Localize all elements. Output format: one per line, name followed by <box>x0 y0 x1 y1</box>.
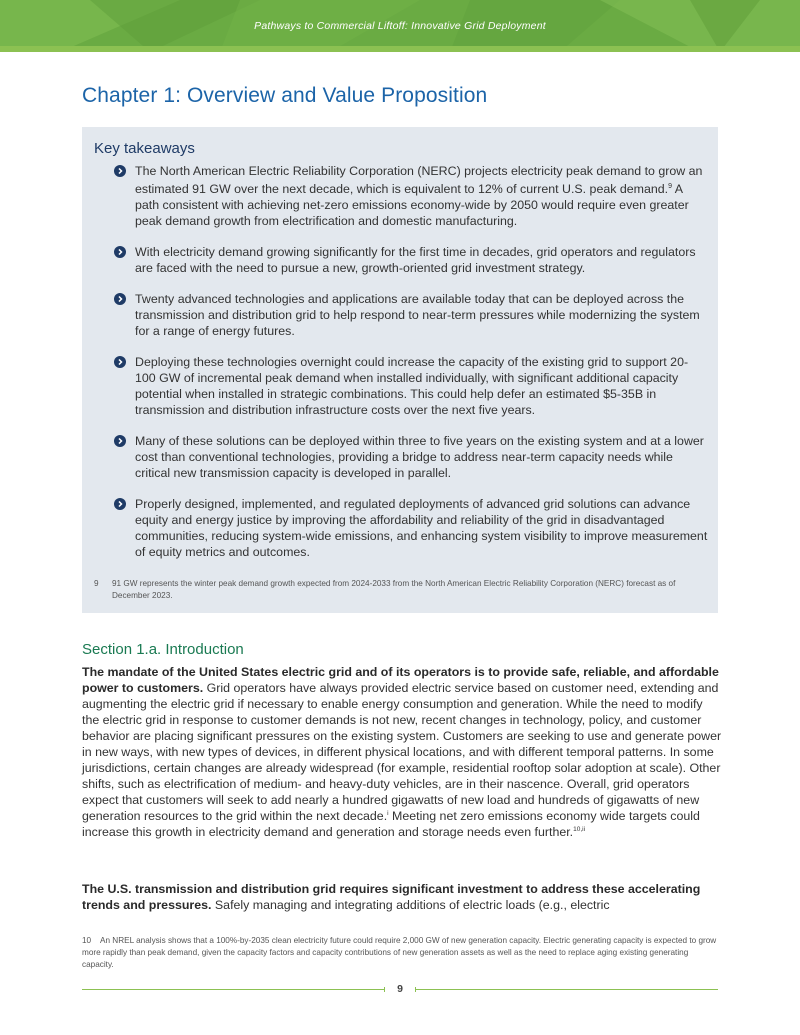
chevron-circle-icon <box>114 246 126 258</box>
footnote-text-cont: December 2023. <box>112 590 173 600</box>
header-banner <box>0 0 800 52</box>
list-item <box>82 496 718 560</box>
intro-paragraph-2 <box>82 881 722 913</box>
chevron-circle-icon <box>114 293 126 305</box>
key-takeaways-box <box>82 127 718 613</box>
list-item <box>82 244 718 276</box>
chevron-circle-icon <box>114 356 126 368</box>
footnote-ref: 9 <box>668 183 672 190</box>
takeaway-text: With electricity demand growing significantly for the first time in decades, grid operators and regulators are faced with the need to pursue a new, growth-oriented grid investment strategy. <box>135 245 696 276</box>
takeaways-list <box>82 163 718 575</box>
running-header-title: Pathways to Commercial Liftoff: Innovative Grid Deployment <box>254 20 546 32</box>
footer-rule-right <box>416 989 718 990</box>
chapter-title: Chapter 1: Overview and Value Proposition <box>82 84 488 107</box>
paragraph-body: Grid operators have always provided electric service based on customer need, extending and augmenting the electric grid if necessary to enable energy consumption and generation. While the need to modify the electric grid in response to customer demands is not new, recent changes in technology, policy, and customer behavior are placing significant pressures on the existing system. Customers are seeking to use and generate power in new ways, with new types of devices, in different physical locations, and with different temporal patterns. In some jurisdictions, certain changes are already widespread (for example, residential rooftop solar adoption at scale). Other shifts, such as electrification of medium- and heavy-duty vehicles, are in their nascence. Overall, grid operators expect that customers will seek to add nearly a hundred gigawatts of new load and hundreds of gigawatts of new generation resources to the grid within the next decade. <box>82 681 722 823</box>
list-item <box>82 433 718 481</box>
list-item <box>82 163 718 229</box>
chevron-circle-icon <box>114 165 126 177</box>
footnote-text: 91 GW represents the winter peak demand growth expected from 2024-2033 from the North American Electric Reliability Corporation (NERC) forecast as of <box>112 579 676 588</box>
footnote-text: An NREL analysis shows that a 100%-by-2035 clean electricity future could require 2,000 GW of new generation capacity. Electric generating capacity is expected to grow more rapidly than peak demand, given the capacity factors and capacity contributions of new generation assets as well as the need to replace aging existing generating capacity. <box>82 936 717 969</box>
page-number: 9 <box>397 983 403 995</box>
takeaway-text: The North American Electric Reliability Corporation (NERC) projects electricity peak demand to grow an estimated 91 GW over the next decade, which is equivalent to 12% of current U.S. peak demand. <box>135 164 703 197</box>
takeaways-footnote <box>94 578 694 601</box>
list-item <box>82 354 718 418</box>
section-heading: Section 1.a. Introduction <box>82 641 244 658</box>
page-footer <box>82 982 718 998</box>
paragraph-body-cont: Meeting net zero emissions economy wide targets could increase this growth in electricity demand and generation and storage needs even further. <box>82 809 700 839</box>
lead-sentence: The U.S. transmission and distribution grid requires significant investment to address these accelerating trends and pressures. <box>82 882 701 912</box>
footnote-number: 10 <box>82 936 92 945</box>
takeaway-text: Properly designed, implemented, and regulated deployments of advanced grid solutions can advance equity and energy justice by improving the affordability and reliability of the grid in disadvantaged communities, reducing system-wide emissions, and enhancing system visibility to improve measurement of equity metrics and outcomes. <box>135 497 708 560</box>
chevron-circle-icon <box>114 435 126 447</box>
paragraph-body: Safely managing and integrating additions of electric loads (e.g., electric <box>211 898 610 912</box>
lead-sentence: The mandate of the United States electric grid and of its operators is to provide safe, reliable, and affordable power to customers. <box>82 665 719 695</box>
takeaway-text: Twenty advanced technologies and applications are available today that can be deployed across the transmission and distribution grid to help respond to near-term pressures while modernizing the system for a range of energy futures. <box>135 292 700 339</box>
footnote-number: 9 <box>94 579 99 588</box>
takeaway-text-cont: A path consistent with achieving net-zero emissions economy-wide by 2050 would require even greater peak demand growth from electrification and domestic manufacturing. <box>135 182 689 229</box>
takeaway-text: Many of these solutions can be deployed within three to five years on the existing system and at a lower cost than conventional technologies, providing a bridge to address near-term capacity needs while critical new transmission capacity is developed in parallel. <box>135 434 704 481</box>
takeaway-text: Deploying these technologies overnight could increase the capacity of the existing grid to support 20-100 GW of incremental peak demand when installed individually, with significant additional capacity potential when installed in strategic combinations. This could help defer an estimated $5-35B in transmission and distribution infrastructure costs over the next five years. <box>135 355 689 418</box>
endnote-ref: 10,ii <box>573 825 586 833</box>
chevron-circle-icon <box>114 498 126 510</box>
intro-paragraph-1 <box>82 664 722 840</box>
key-takeaways-heading: Key takeaways <box>94 140 195 157</box>
list-item <box>82 291 718 339</box>
page-footnote <box>82 935 722 971</box>
endnote-ref: i <box>387 809 389 817</box>
